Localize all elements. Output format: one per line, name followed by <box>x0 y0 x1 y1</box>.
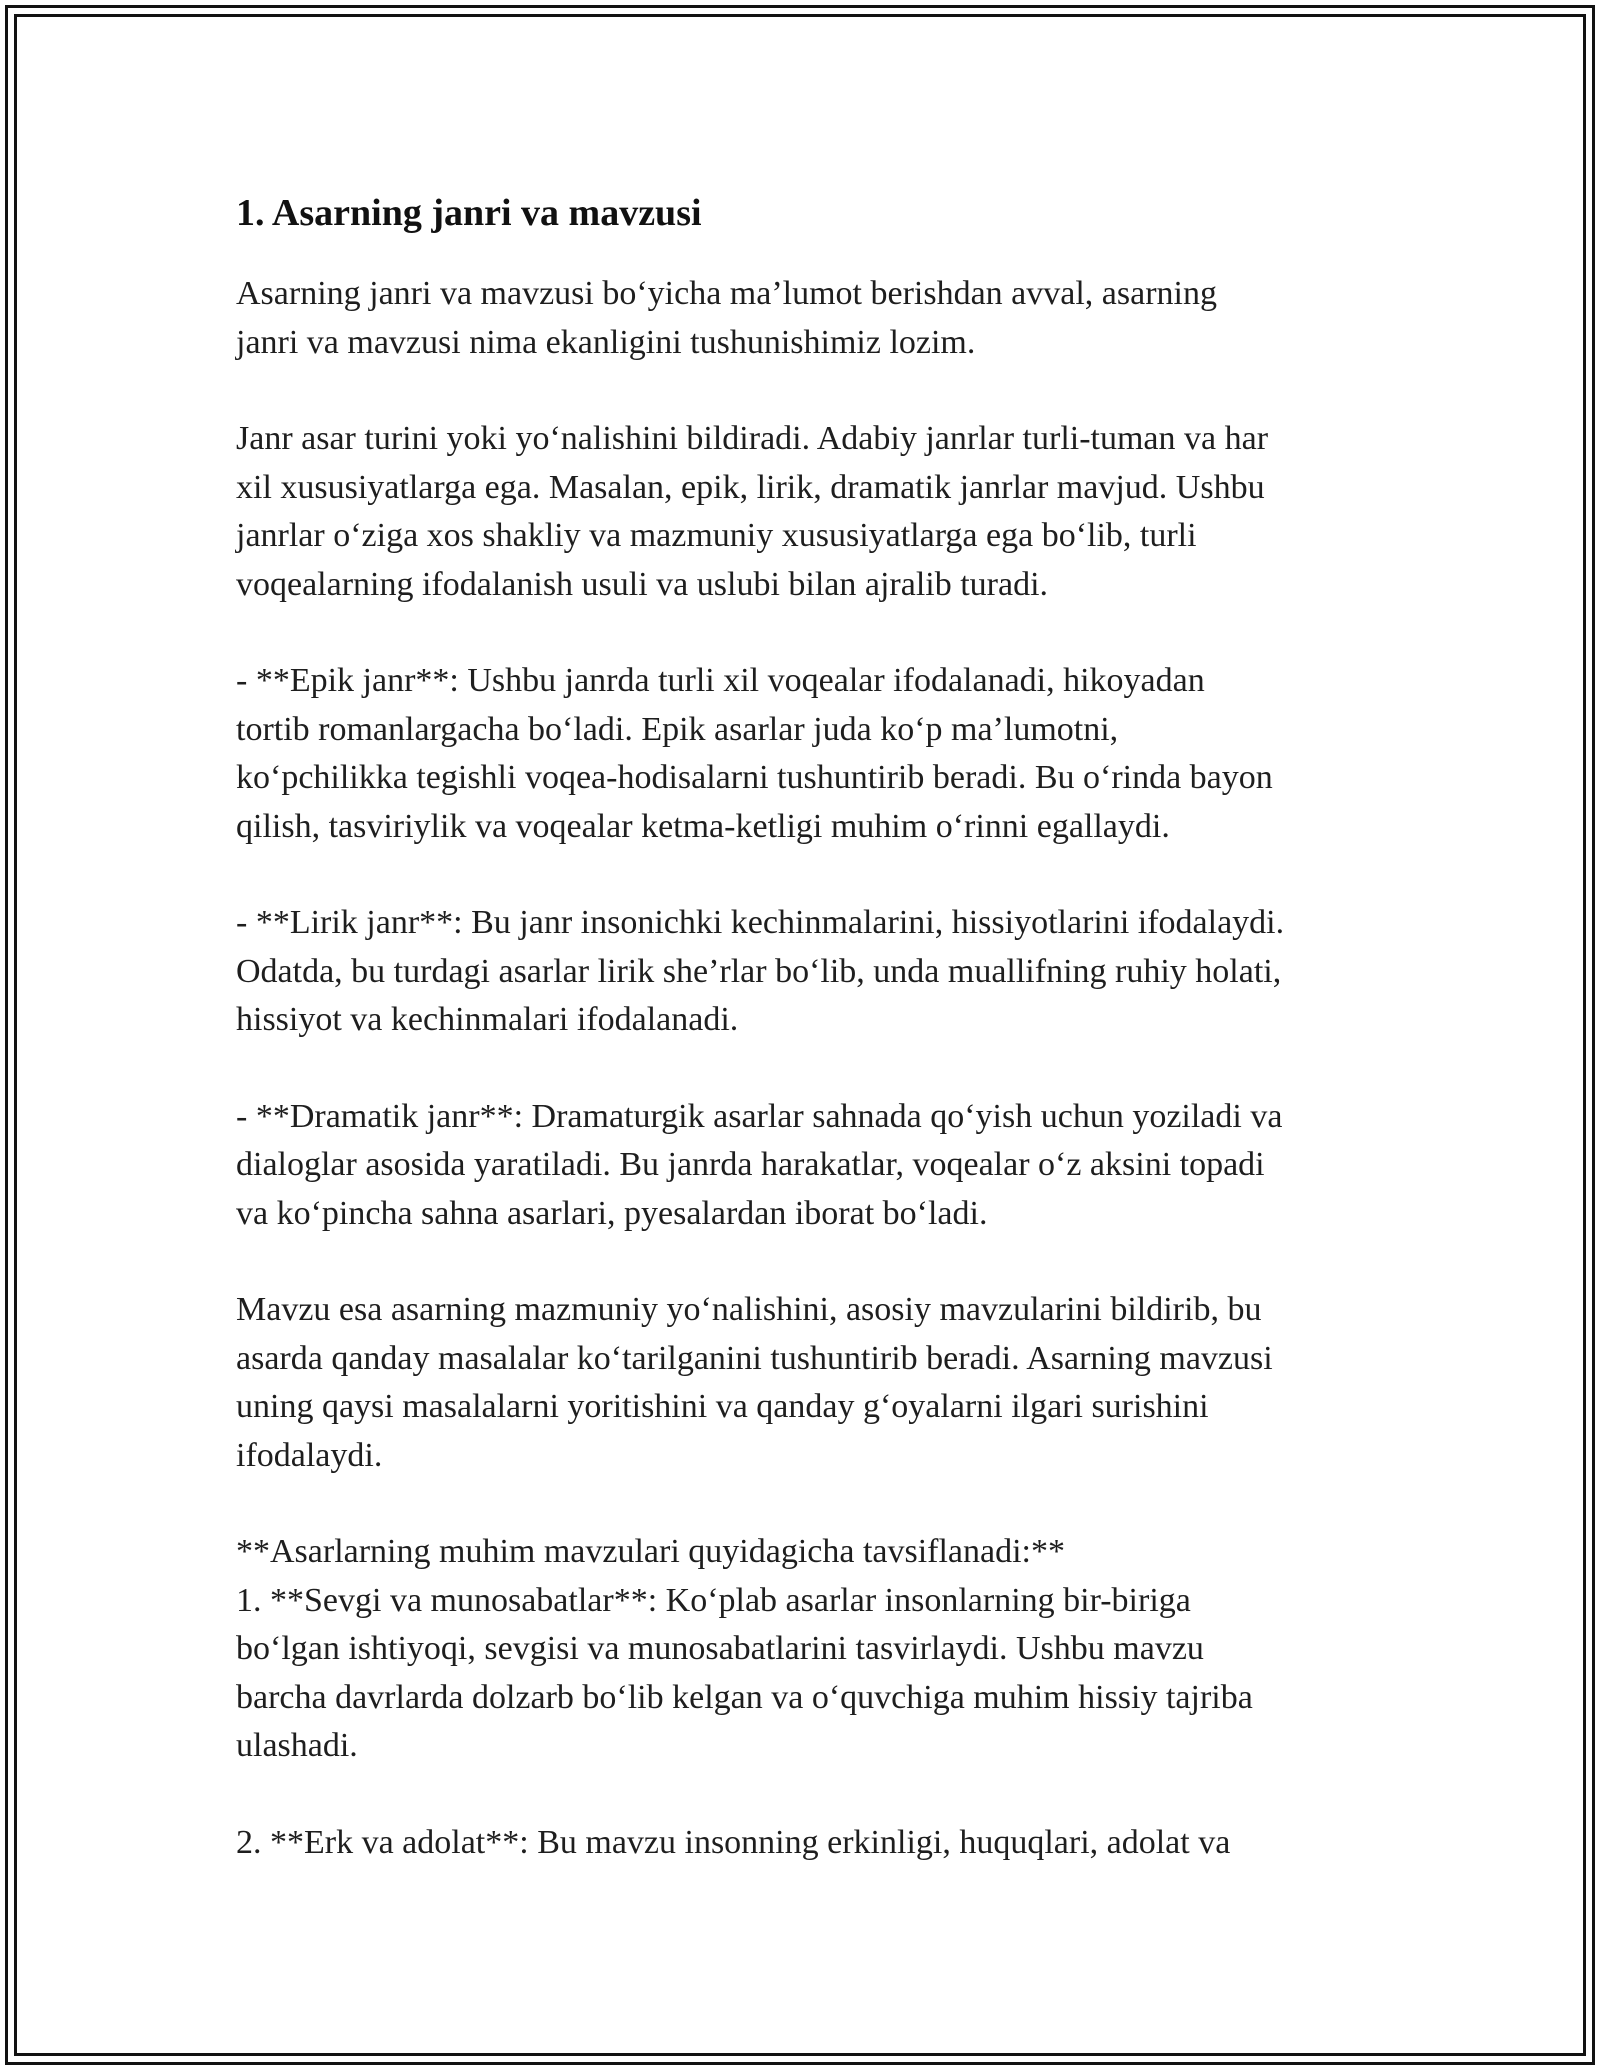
paragraph-genre-definition <box>236 415 1376 609</box>
document-body <box>236 186 1376 1915</box>
text-line: tortib romanlargacha bo‘ladi. Epik asarlar juda ko‘p ma’lumotni, <box>236 710 1119 748</box>
text-line: 1. **Sevgi va munosabatlar**: Ko‘plab asarlar insonlarning bir-biriga <box>236 1581 1191 1619</box>
text-line: xil xususiyatlarga ega. Masalan, epik, lirik, dramatik janrlar mavjud. Ushbu <box>236 468 1265 506</box>
text-line: dialoglar asosida yaratiladi. Bu janrda harakatlar, voqealar o‘z aksini topadi <box>236 1146 1265 1183</box>
text-line: Janr asar turini yoki yo‘nalishini bildiradi. Adabiy janrlar turli-tuman va har <box>236 420 1269 457</box>
text-line: - **Epik janr**: Ushbu janrda turli xil voqealar ifodalanadi, hikoyadan <box>236 662 1205 699</box>
text-line: va ko‘pincha sahna asarlari, pyesalardan iborat bo‘ladi. <box>236 1194 988 1232</box>
text-line: janrlar o‘ziga xos shakliy va mazmuniy xususiyatlarga ega bo‘lib, turli <box>236 517 1197 554</box>
paragraph-key-themes <box>236 1528 1376 1771</box>
paragraph-epic-genre <box>236 657 1376 851</box>
paragraph-dramatic-genre <box>236 1093 1376 1239</box>
paragraph-intro <box>236 270 1376 367</box>
text-line: ulashadi. <box>236 1727 358 1764</box>
text-line: ko‘pchilikka tegishli voqea-hodisalarni tushuntirib beradi. Bu o‘rinda bayon <box>236 759 1273 796</box>
section-heading: 1. Asarning janri va mavzusi <box>236 192 702 234</box>
text-line: Mavzu esa asarning mazmuniy yo‘nalishini, asosiy mavzularini bildirib, bu <box>236 1291 1262 1328</box>
text-line: hissiyot va kechinmalari ifodalanadi. <box>236 1001 739 1038</box>
text-line: qilish, tasviriylik va voqealar ketma-ketligi muhim o‘rinni egallaydi. <box>236 807 1170 845</box>
text-line: janri va mavzusi nima ekanligini tushunishimiz lozim. <box>236 323 976 361</box>
text-line: - **Lirik janr**: Bu janr insonichki kechinmalarini, hissiyotlarini ifodalaydi. <box>236 904 1285 941</box>
text-line: - **Dramatik janr**: Dramaturgik asarlar sahnada qo‘yish uchun yoziladi va <box>236 1097 1283 1135</box>
text-line: 2. **Erk va adolat**: Bu mavzu insonning erkinligi, huquqlari, adolat va <box>236 1823 1231 1861</box>
text-line: voqealarning ifodalanish usuli va uslubi bilan ajralib turadi. <box>236 565 1049 603</box>
paragraph-freedom-justice <box>236 1819 1376 1868</box>
paragraph-theme-definition <box>236 1286 1376 1480</box>
text-line: ifodalaydi. <box>236 1436 383 1474</box>
text-line: Asarning janri va mavzusi bo‘yicha ma’lumot berishdan avval, asarning <box>236 275 1217 312</box>
text-line: bo‘lgan ishtiyoqi, sevgisi va munosabatlarini tasvirlaydi. Ushbu mavzu <box>236 1630 1204 1667</box>
paragraph-lyric-genre <box>236 899 1376 1045</box>
text-line: Odatda, bu turdagi asarlar lirik she’rlar bo‘lib, unda muallifning ruhiy holati, <box>236 952 1282 990</box>
text-line: barcha davrlarda dolzarb bo‘lib kelgan va o‘quvchiga muhim hissiy tajriba <box>236 1678 1253 1716</box>
text-line: asarda qanday masalalar ko‘tarilganini tushuntirib beradi. Asarning mavzusi <box>236 1339 1273 1377</box>
text-line: uning qaysi masalalarni yoritishini va qanday g‘oyalarni ilgari surishini <box>236 1388 1209 1425</box>
text-line: **Asarlarning muhim mavzulari quyidagicha tavsiflanadi:** <box>236 1533 1065 1570</box>
